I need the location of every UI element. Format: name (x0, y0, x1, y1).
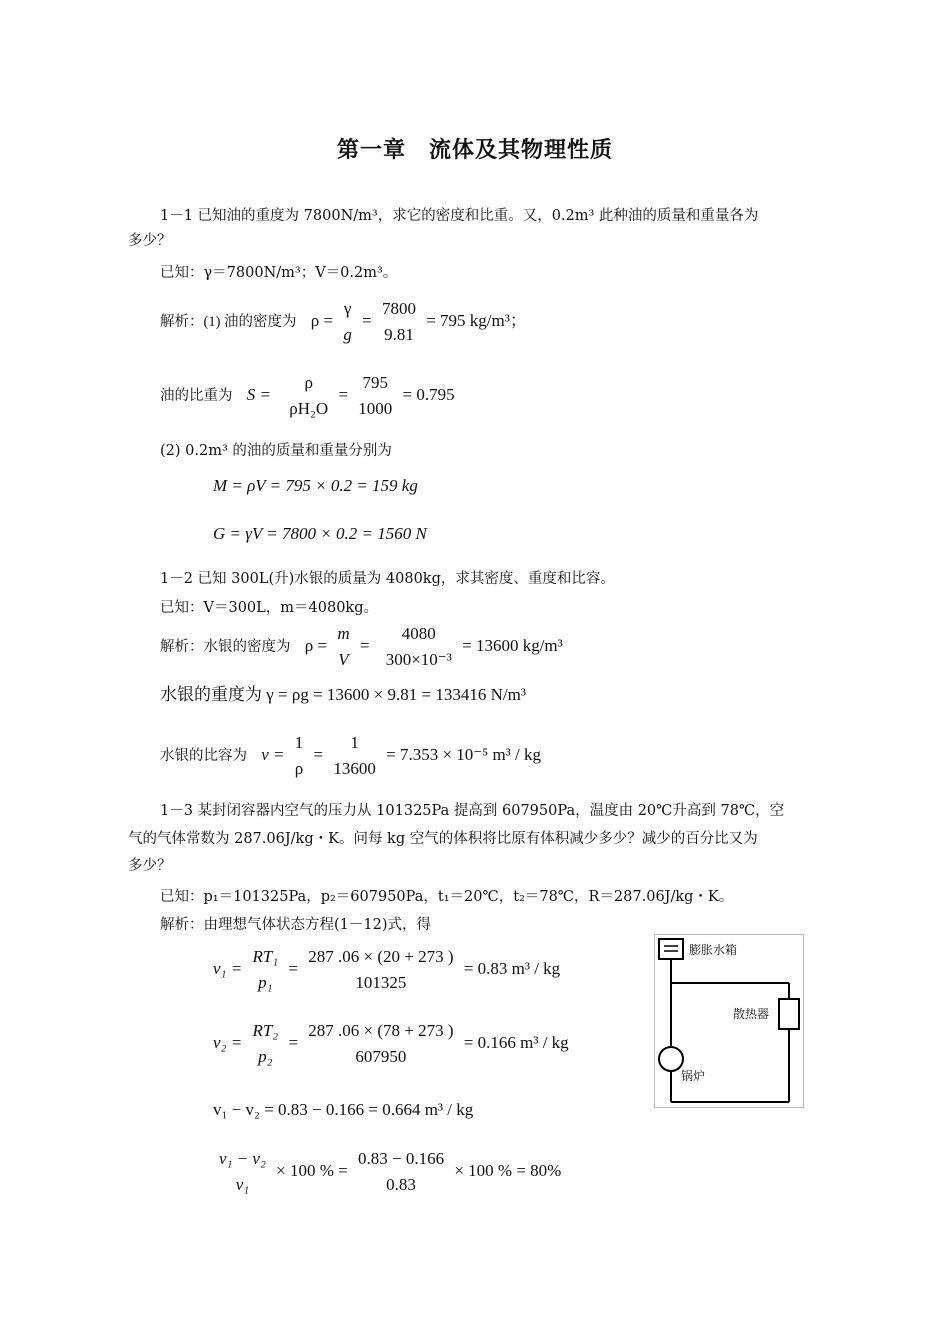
fraction (356, 370, 394, 422)
mass-equation: M = ρV = 795 × 0.2 = 159 kg (213, 476, 418, 495)
circuit-lines (655, 935, 803, 1107)
fraction (293, 730, 306, 782)
problem-1-3-known: 已知：p₁＝101325Pa，p₂＝607950Pa，t₁＝20℃，t₂＝78℃，R＝287.06J/kg・K。 (160, 889, 734, 905)
boiler-shape (659, 1047, 683, 1071)
denominator: ρH₂O (289, 399, 329, 418)
problem-1-1-text: 1－1 已知油的重度为 7800N/m³，求它的密度和比重。又，0.2m³ 此种油的质量和重量各为 (160, 208, 759, 224)
volume-difference-equation: v₁ − v₂ = 0.83 − 0.166 = 0.664 m³ / kg (213, 1100, 474, 1119)
denominator: 1000 (358, 399, 393, 418)
problem-1-3-solution-label: 解析：由理想气体状态方程(1－12)式，得 (160, 917, 431, 933)
expansion-tank-shape (659, 939, 683, 959)
denominator-text: g (343, 325, 352, 344)
eq-mid: × 100 % = (276, 1160, 348, 1180)
fraction (335, 621, 351, 673)
numerator: 1 (294, 733, 304, 752)
problem-1-1-part2: (2) 0.2m³ 的油的质量和重量分别为 (160, 443, 392, 459)
fraction (250, 1018, 280, 1070)
heating-system-diagram (654, 934, 804, 1108)
eq-result: = 0.795 (402, 384, 455, 404)
problem-1-1-known: 已知：γ＝7800N/m³；V＝0.2m³。 (160, 265, 398, 281)
problem-1-2-known: 已知：V＝300L，m＝4080kg。 (160, 600, 378, 616)
numerator: 795 (362, 373, 389, 392)
fraction (306, 1018, 455, 1070)
numerator: 0.83 − 0.166 (357, 1149, 445, 1168)
fraction (331, 730, 378, 782)
fraction (356, 1146, 446, 1198)
fraction (380, 296, 418, 348)
eq-result: = 7.353 × 10⁻⁵ m³ / kg (386, 744, 541, 764)
denominator: p₂ (258, 1047, 273, 1066)
eq-lhs: ρ = (304, 635, 328, 655)
eq-result: = 0.166 m³ / kg (463, 1032, 569, 1052)
problem-1-1-specific-gravity-equation: 油的比重为 S = ρ ρH₂O = 795 1000 = 0.795 (160, 370, 455, 422)
percentage-equation (213, 1146, 561, 1198)
numerator: 4080 (401, 624, 436, 643)
denominator: v₁ (235, 1175, 250, 1194)
fraction (217, 1146, 268, 1198)
problem-1-1-text-cont: 多少？ (128, 233, 172, 249)
problem-1-1-density-equation: 解析：(1) 油的密度为 ρ = γ g = 7800 9.81 = 795 kg/m³； (160, 296, 527, 348)
page-title: 第一章 流体及其物理性质 (336, 138, 613, 163)
denominator: 607950 (355, 1047, 407, 1066)
solution-label: 解析：水银的密度为 (160, 638, 291, 655)
v2-equation: v₂ = RT₂ p₂ = 287 .06 × (78 + 273 ) 607950 = 0.166 m³ / kg (213, 1018, 569, 1070)
numerator: γ (343, 299, 352, 318)
eq-result: = 795 kg/m³； (426, 310, 527, 330)
denominator: V (338, 650, 349, 669)
eq-lhs: S = (246, 384, 271, 404)
problem-1-2-specific-volume-equation: 水银的比容为 v = 1 ρ = 1 13600 = 7.353 × 10⁻⁵ m³ / kg (160, 730, 541, 782)
fraction (306, 944, 455, 996)
denominator: 300×10⁻³ (385, 650, 452, 669)
eq-lhs: v₂ = (213, 1032, 243, 1052)
denominator: p₁ (258, 973, 273, 992)
problem-1-3-text-cont: 气的气体常数为 287.06J/kg・K。问每 kg 空气的体积将比原有体积减少多少？减少的百分比又为 (128, 831, 758, 847)
problem-1-3-text: 1－3 某封闭容器内空气的压力从 101325Pa 提高到 607950Pa，温度由 20℃升高到 78℃，空 (160, 803, 785, 819)
v1-equation: v₁ = RT₁ p₁ = 287 .06 × (20 + 273 ) 101325 = 0.83 m³ / kg (213, 944, 560, 996)
equation-label: 水银的比容为 (160, 747, 247, 764)
radiator-shape (779, 999, 799, 1029)
numerator: 287 .06 × (20 + 273 ) (308, 947, 454, 966)
problem-1-2-specific-weight-equation: 水银的重度为 γ = ρg = 13600 × 9.81 = 133416 N/m³ (160, 685, 526, 704)
fraction (341, 296, 354, 348)
eq-result: × 100 % = 80% (454, 1160, 562, 1180)
eq-result: = 13600 kg/m³ (462, 635, 563, 655)
problem-1-2-density-equation: 解析：水银的密度为 ρ = m V = 4080 300×10⁻³ = 13600 kg/m³ (160, 621, 563, 673)
denominator: 0.83 (386, 1175, 416, 1194)
fraction (287, 370, 330, 422)
weight-equation: G = γV = 7800 × 0.2 = 1560 N (213, 524, 427, 543)
numerator: 1 (350, 733, 359, 752)
eq-lhs: v₁ = (213, 958, 243, 978)
denominator (341, 322, 354, 348)
denominator: ρ (294, 759, 304, 778)
eq-result: = 0.83 m³ / kg (463, 958, 561, 978)
solution-label: 解析：(1) 油的密度为 (160, 313, 297, 330)
numerator: 287 .06 × (78 + 273 ) (308, 1021, 454, 1040)
numerator: 7800 (381, 299, 416, 318)
fraction (384, 621, 454, 673)
boiler-label: 锅炉 (681, 1069, 706, 1083)
numerator: RT₁ (252, 947, 279, 966)
problem-1-2-text: 1－2 已知 300L(升)水银的质量为 4080kg，求其密度、重度和比容。 (160, 571, 615, 587)
denominator: 101325 (355, 973, 407, 992)
denominator: 9.81 (384, 325, 414, 344)
problem-1-3-text-cont2: 多少？ (128, 858, 172, 874)
fraction (250, 944, 280, 996)
numerator: v₁ − v₂ (219, 1149, 266, 1168)
radiator-label: 散热器 (733, 1007, 770, 1021)
numerator: ρ (304, 373, 313, 392)
expansion-tank-label: 膨胀水箱 (689, 943, 738, 957)
denominator: 13600 (333, 759, 376, 778)
eq-lhs: ρ = (310, 310, 334, 330)
eq-lhs: v = (261, 744, 285, 764)
numerator: RT₂ (252, 1021, 279, 1040)
equation-label: 油的比重为 (160, 387, 233, 404)
numerator: m (337, 624, 350, 643)
